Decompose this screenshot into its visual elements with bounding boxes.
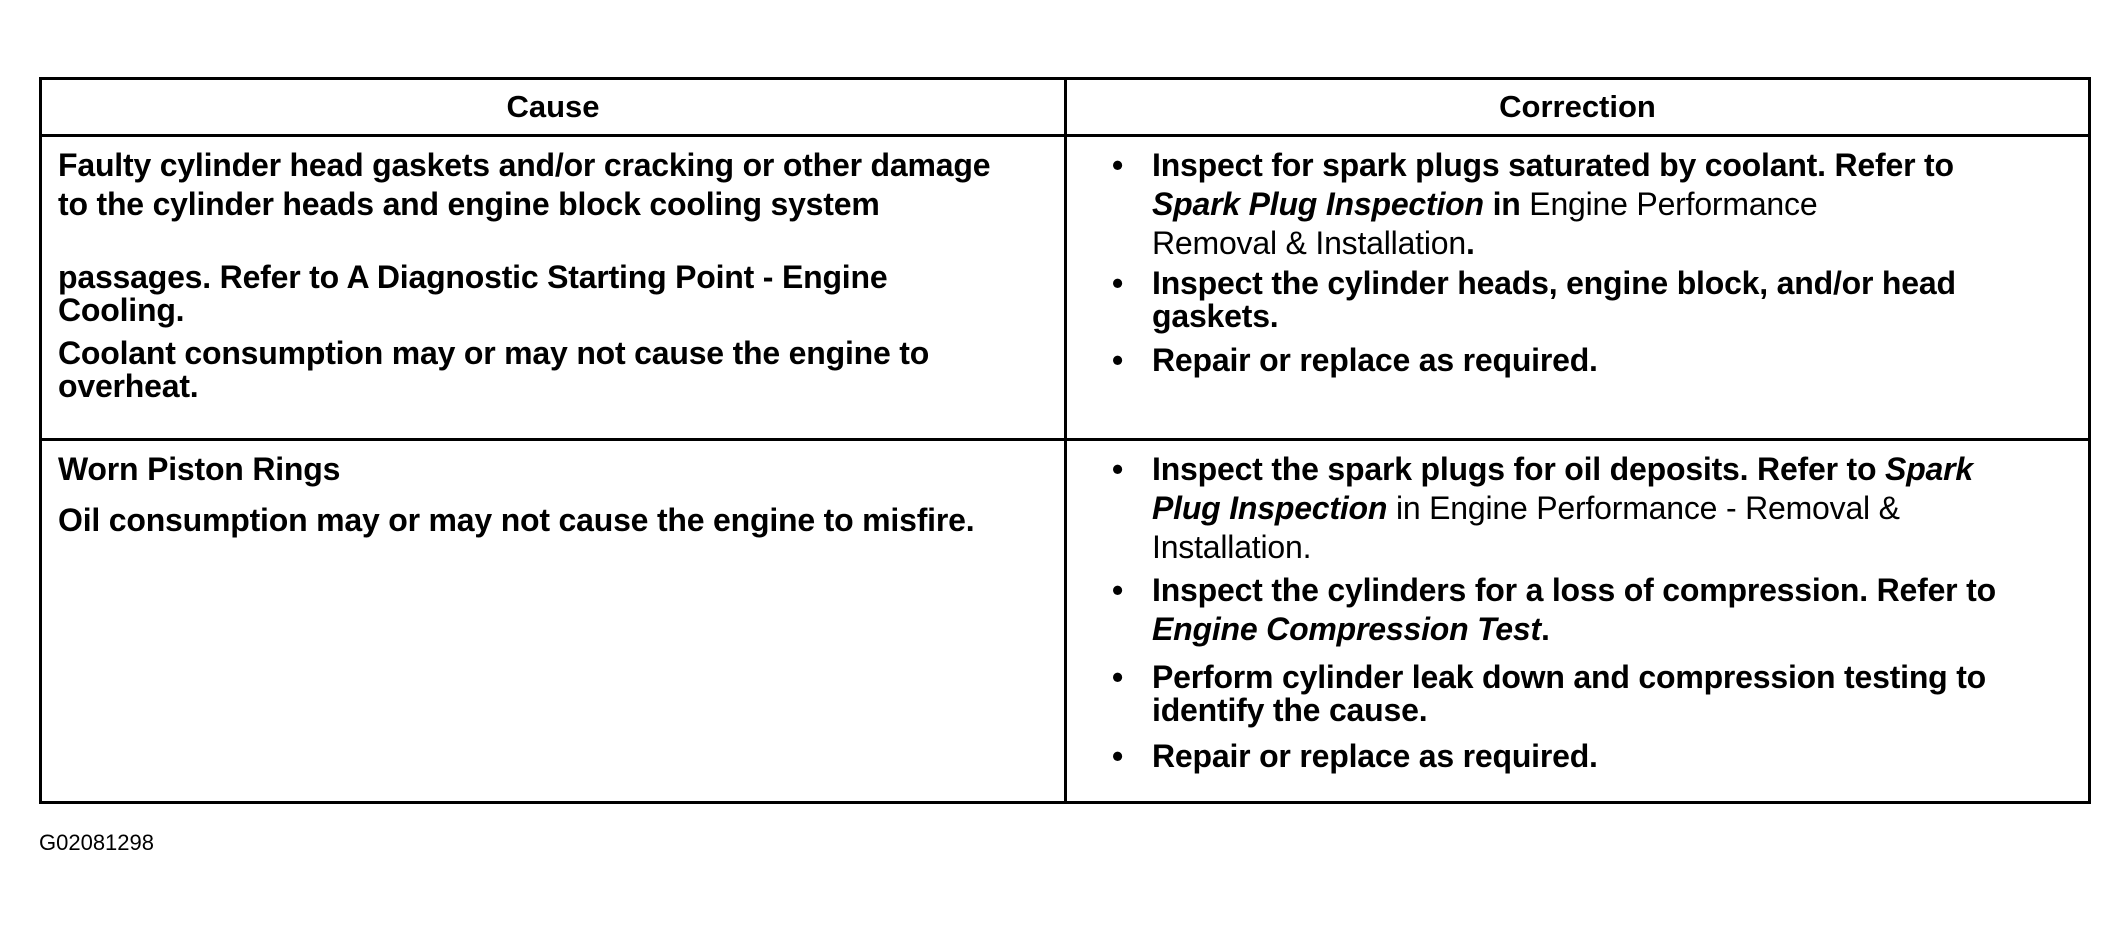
bullet-icon: • xyxy=(1112,342,1124,378)
list-item xyxy=(1112,146,2072,263)
row1-cause-cell xyxy=(58,146,1058,403)
text-line: identify the cause. xyxy=(1152,692,1428,728)
text-line: overheat. xyxy=(58,368,199,404)
link-spark-plug-inspection-b[interactable]: Plug Inspection xyxy=(1152,490,1388,526)
link-engine-compression-test[interactable]: Engine Compression Test xyxy=(1152,611,1541,647)
link-spark-plug-inspection[interactable]: Spark Plug Inspection xyxy=(1152,186,1484,222)
text-fragment: . xyxy=(1540,611,1550,647)
row2-cause-note: Oil consumption may or may not cause the engine to misfire. xyxy=(58,502,975,538)
section-reference: Removal & Installation xyxy=(1152,225,1466,261)
text-line: Inspect the cylinders for a loss of compression. Refer to xyxy=(1152,572,1996,608)
row2-correction-cell xyxy=(1112,450,2072,780)
text-line: Inspect the cylinder heads, engine block, and/or head xyxy=(1152,265,1956,301)
link-spark-plug-inspection-a[interactable]: Spark xyxy=(1885,451,1973,487)
header-divider xyxy=(42,134,2088,137)
section-reference: Engine Performance xyxy=(1520,186,1818,222)
bullet-icon: • xyxy=(1112,451,1124,487)
row1-cause-paragraph-2 xyxy=(58,261,1058,327)
text-line: Repair or replace as required. xyxy=(1152,738,1598,774)
text-line: to the cylinder heads and engine block cooling system xyxy=(58,186,880,222)
row1-correction-list xyxy=(1112,146,2072,380)
list-item xyxy=(1112,737,2072,776)
list-item xyxy=(1112,341,2072,380)
text-line: Cooling. xyxy=(58,292,185,328)
text-fragment: Inspect the spark plugs for oil deposits. Refer to xyxy=(1152,451,1886,487)
row2-cause-title: Worn Piston Rings xyxy=(58,451,341,487)
bullet-icon: • xyxy=(1112,265,1124,301)
bullet-icon: • xyxy=(1112,738,1124,774)
text-line: Inspect for spark plugs saturated by coolant. Refer to xyxy=(1152,147,1954,183)
bullet-icon: • xyxy=(1112,147,1124,183)
row-divider xyxy=(42,438,2088,441)
text-line: Perform cylinder leak down and compression testing to xyxy=(1152,659,1987,695)
text-line: gaskets. xyxy=(1152,298,1279,334)
bullet-icon: • xyxy=(1112,572,1124,608)
section-reference: Installation. xyxy=(1152,529,1312,565)
text-line: Repair or replace as required. xyxy=(1152,342,1598,378)
text-line: passages. Refer to A Diagnostic Starting Point - Engine xyxy=(58,259,888,295)
row1-cause-paragraph-1 xyxy=(58,146,1058,224)
diagnostic-table xyxy=(39,77,2091,804)
row1-cause-paragraph-3 xyxy=(58,337,1058,403)
list-item xyxy=(1112,571,2072,649)
list-item xyxy=(1112,450,2072,567)
text-line: Faulty cylinder head gaskets and/or cracking or other damage xyxy=(58,147,991,183)
text-line: Coolant consumption may or may not cause the engine to xyxy=(58,335,930,371)
text-fragment: in xyxy=(1483,186,1521,222)
header-correction: Correction xyxy=(1499,89,1656,124)
header-cause: Cause xyxy=(506,89,600,124)
section-reference: in Engine Performance - Removal & xyxy=(1387,490,1900,526)
row1-correction-cell xyxy=(1112,146,2072,384)
list-item xyxy=(1112,267,2072,333)
row2-cause-cell xyxy=(58,450,1058,540)
list-item xyxy=(1112,661,2072,727)
figure-id: G02081298 xyxy=(39,830,154,855)
bullet-icon: • xyxy=(1112,659,1124,695)
row2-correction-list xyxy=(1112,450,2072,776)
text-fragment: . xyxy=(1465,225,1475,261)
